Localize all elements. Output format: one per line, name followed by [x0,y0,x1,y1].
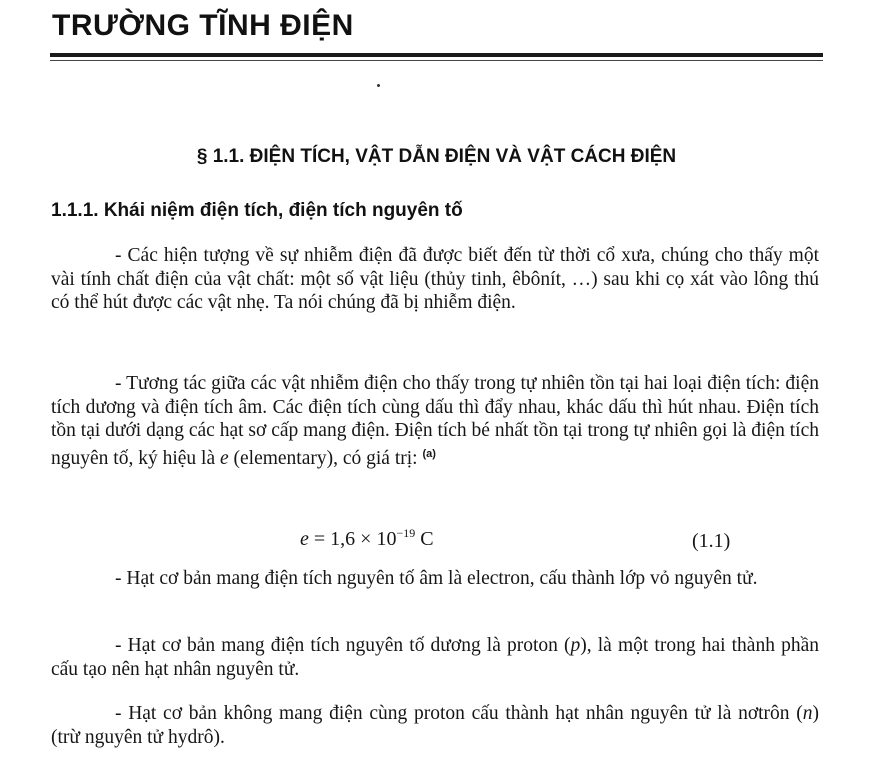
paragraph-text: - Tương tác giữa các vật nhiễm điện cho thấy trong tự nhiên tồn tại hai loại điện tích: điện tích dương và điện tích âm. Các điện tích cùng dấu thì đẩy nhau, khác dấu thì hút nhau. Điện tích tồn tại dưới dạng các hạt sơ cấp mang điện. Điện tích bé nhất tồn tại trong tự nhiên gọi là điện tích nguyên tố, ký hiệu là [51,373,819,469]
equation-number: (1.1) [692,530,731,552]
symbol-e: e [219,447,229,469]
section-title: § 1.1. ĐIỆN TÍCH, VẬT DẪN ĐIỆN VÀ VẬT CÁCH ĐIỆN [196,146,677,167]
paragraph-text: ) (trừ nguyên tử hydrô). [51,703,819,748]
paragraph-proton [51,634,819,681]
footnote-mark: (a) [422,447,436,460]
paragraph-electrification: - Các hiện tượng về sự nhiễm điện đã được biết đến từ thời cổ xưa, chúng cho thấy một vài tính chất điện của vật chất: một số vật liệu (thủy tinh, êbônít, …) sau khi cọ xát vào lông thú có thể hút được các vật nhẹ. Ta nói chúng đã bị nhiễm điện. [51,245,819,313]
symbol-n: n [802,703,813,724]
paragraph-text: - Hạt cơ bản không mang điện cùng proton cấu thành hạt nhân nguyên tử là nơtrôn ( [115,703,803,724]
scan-speck [377,84,380,87]
paragraph-neutron [51,702,819,749]
paragraph-electron: - Hạt cơ bản mang điện tích nguyên tố âm là electron, cấu thành lớp vỏ nguyên tử. [115,568,758,589]
paragraph-text: ), là một trong hai thành phần cấu tạo nên hạt nhân nguyên tử. [51,635,819,680]
formula-elementary-charge [300,526,434,551]
subsection-title: 1.1.1. Khái niệm điện tích, điện tích nguyên tố [51,200,463,221]
paragraph-charge-types [51,372,819,470]
formula-unit: C [415,528,434,550]
chapter-title: TRƯỜNG TĨNH ĐIỆN [52,9,354,42]
symbol-p: p [570,635,581,656]
title-rule-thick [50,53,823,57]
formula-exponent: −19 [396,526,416,540]
formula-lhs: e [300,528,309,550]
paragraph-text: (elementary), có giá trị: [228,447,423,469]
formula-rhs: = 1,6 × 10 [308,528,397,550]
paragraph-text: - Hạt cơ bản mang điện tích nguyên tố dương là proton ( [115,635,571,656]
title-rule-thin [50,60,823,61]
